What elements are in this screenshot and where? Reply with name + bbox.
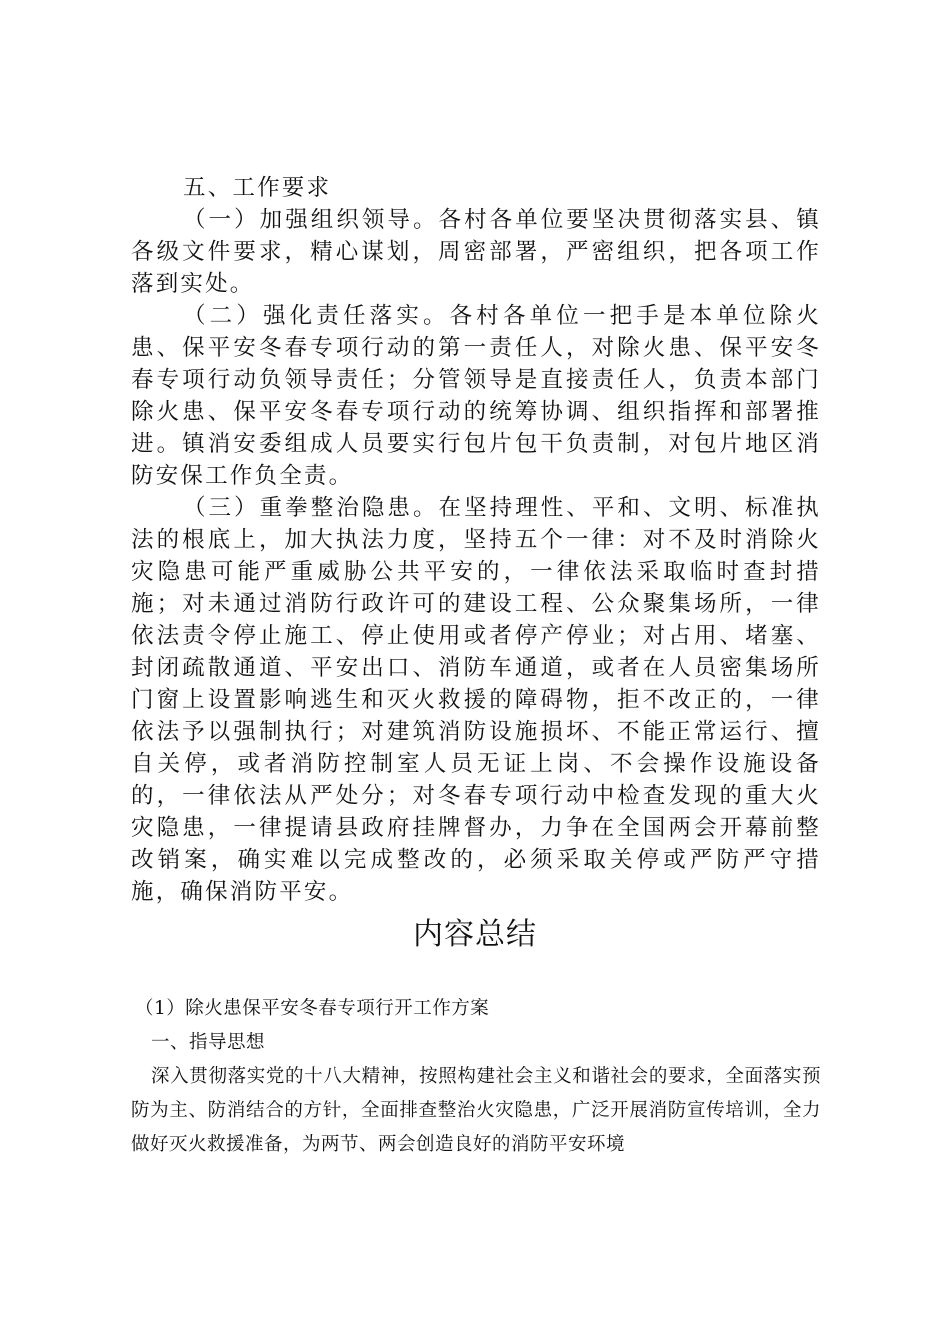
summary-item-title: （1）除火患保平安冬春专项行开工作方案: [135, 998, 490, 1019]
summary-title: 内容总结: [413, 917, 537, 952]
summary-sub-title: 一、指导思想: [151, 1032, 266, 1053]
summary-section: [131, 992, 821, 1162]
paragraph-strengthen-leadership: （一）加强组织领导。各村各单位要坚决贯彻落实县、镇各级文件要求，精心谋划，周密部署，严密组织，把各项工作落到实处。: [131, 207, 821, 297]
body-text: [131, 172, 821, 908]
summary-paragraph: 深入贯彻落实党的十八大精神，按照构建社会主义和谐社会的要求，全面落实预防为主、防消结合的方针，全面排查整治火灾隐患，广泛开展消防宣传培训，全力做好灭火救援准备，为两节、两会创造良好的消防平安环境: [131, 1066, 821, 1155]
paragraph-responsibility: （二）强化责任落实。各村各单位一把手是本单位除火患、保平安冬春专项行动的第一责任人，对除火患、保平安冬春专项行动负领导责任；分管领导是直接责任人，负责本部门除火患、保平安冬春专项行动的统筹协调、组织指挥和部署推进。镇消安委组成人员要实行包片包干负责制，对包片地区消防安保工作负全责。: [131, 303, 821, 489]
section-heading: 五、工作要求: [183, 175, 332, 201]
paragraph-hazard-rectification: （三）重拳整治隐患。在坚持理性、平和、文明、标准执法的根底上，加大执法力度，坚持五个一律：对不及时消除火灾隐患可能严重威胁公共平安的，一律依法采取临时查封措施；对未通过消防行政许可的建设工程、公众聚集场所，一律依法责令停止施工、停止使用或者停产停业；对占用、堵塞、封闭疏散通道、平安出口、消防车通道，或者在人员密集场所门窗上设置影响逃生和灭火救援的障碍物，拒不改正的，一律依法予以强制执行；对建筑消防设施损坏、不能正常运行、擅自关停，或者消防控制室人员无证上岗、不会操作设施设备的，一律依法从严处分；对冬春专项行动中检查发现的重大火灾隐患，一律提请县政府挂牌督办，力争在全国两会开幕前整改销案，确实难以完成整改的，必须采取关停或严防严守措施，确保消防平安。: [131, 495, 821, 905]
